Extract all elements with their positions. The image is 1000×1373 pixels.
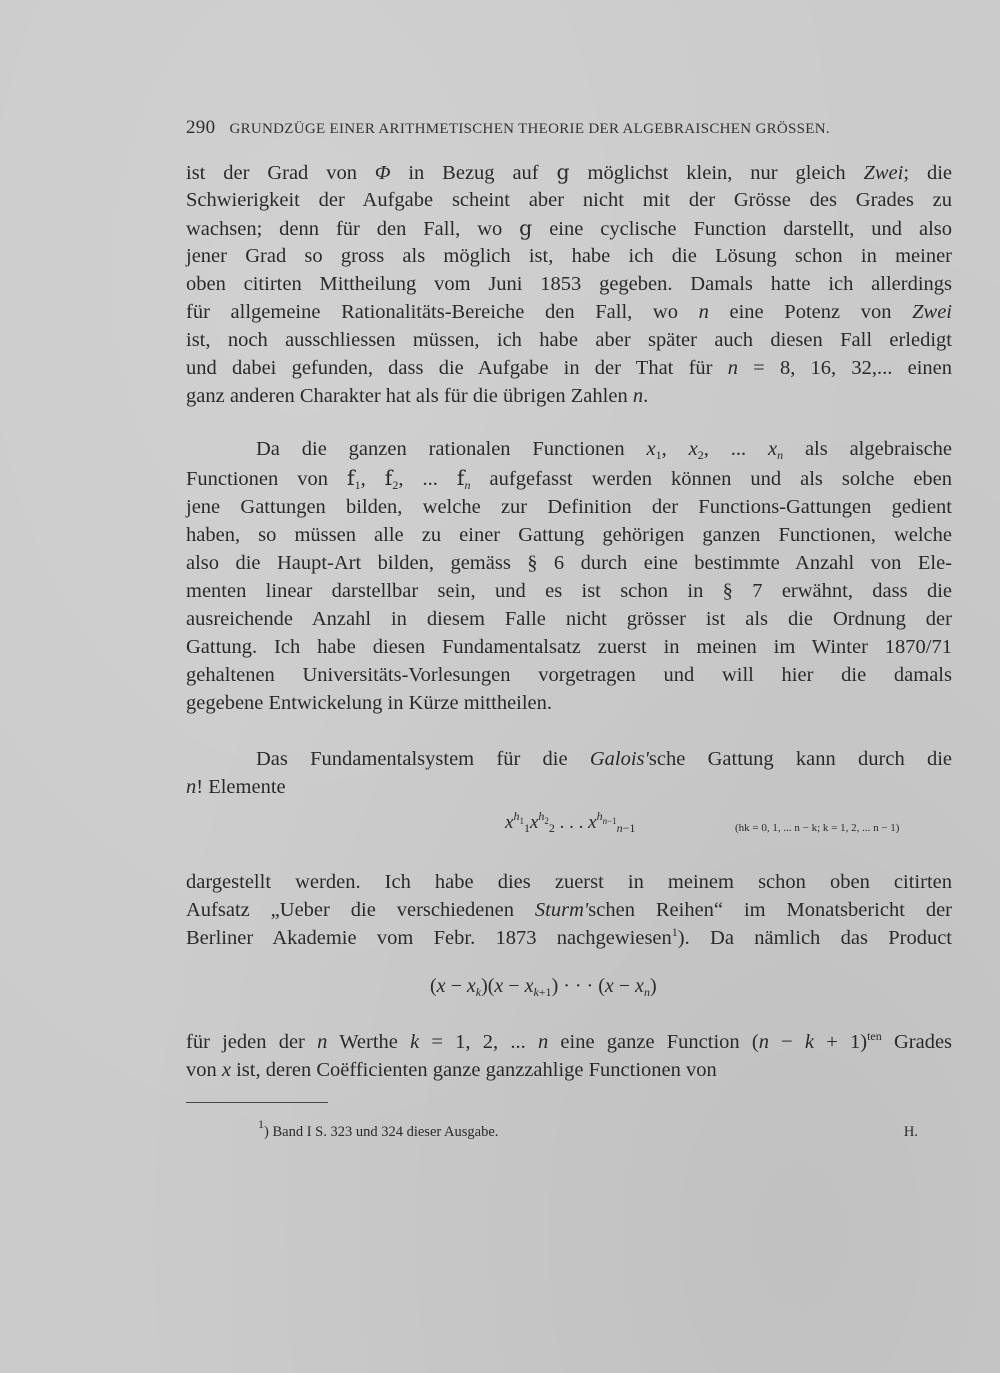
text-line: für jeden der n Werthe k = 1, 2, ... n eine ganze Function $(n - k + 1)^{ten}$ Grades [186, 1029, 953, 1053]
text-line: ausreichende Anzahl in diesem Falle nicht grösser ist als die Ordnung der [186, 608, 952, 630]
text-line: Functionen von $f_1$, $f_2$, ... $f_n$ aufgefasst werden können und als solche eben [186, 466, 953, 492]
page-number: 290 [186, 117, 216, 138]
text-line: Berliner Akademie vom Febr. 1873 nachgewiesen$^1$). Da nämlich das Product [186, 925, 953, 949]
text-line: oben citirten Mittheilung vom Juni 1853 gegeben. Damals hatte ich allerdings [186, 273, 952, 295]
text-line: gegebene Entwickelung in Kürze mittheilen. [186, 692, 553, 714]
running-title: GRUNDZÜGE EINER ARITHMETISCHEN THEORIE DER ALGEBRAISCHEN GRÖSSEN. [229, 121, 830, 137]
text-line: von x ist, deren Coëfficienten ganze ganzzahlige Functionen von [186, 1059, 717, 1081]
text-line: also die Haupt-Art bilden, gemäss § 6 durch eine bestimmte Anzahl von Ele- [186, 552, 952, 574]
text-line: n! Elemente [186, 776, 286, 798]
text-line: Da die ganzen rationalen Functionen $x_1$, $x_2$, ... $x_n$ als algebraische [256, 438, 953, 462]
text-line: ist, noch ausschliessen müssen, ich habe aber später auch diesen Fall erledigt [186, 329, 952, 351]
footnote-signature: H. [903, 1124, 918, 1140]
text-line: Aufsatz „Ueber die verschiedenen Sturm'schen Reihen“ im Monatsbericht der [186, 899, 953, 921]
text-line: Gattung. Ich habe diesen Fundamentalsatz zuerst in meinen im Winter 1870/71 [186, 636, 952, 658]
formula-elements: $x^{h_1}_1x^{h_2}_2$ . . . $x^{h_{n-1}}_{n-1}$ [505, 809, 636, 835]
text-line: gehaltenen Universitäts-Vorlesungen vorgetragen und will hier die damals [186, 664, 952, 686]
text-line: menten linear darstellbar sein, und es ist schon in § 7 erwähnt, dass die [186, 580, 952, 602]
text-line: und dabei gefunden, dass die Aufgabe in der That für n = 8, 16, 32,... einen [186, 357, 952, 379]
formula-condition: (hk = 0, 1, ... n − k; k = 1, 2, ... n − 1) [735, 822, 900, 834]
text-line: haben, so müssen alle zu einer Gattung gehörigen ganzen Functionen, welche [186, 524, 952, 546]
text-line: wachsen; denn für den Fall, wo g eine cyclische Function darstellt, und also [186, 216, 952, 240]
text-line: ganz anderen Charakter hat als für die übrigen Zahlen n. [186, 385, 649, 407]
text-line: jene Gattungen bilden, welche zur Definition der Functions-Gattungen gedient [186, 496, 952, 518]
text-line: Das Fundamentalsystem für die Galois'sche Gattung kann durch die [256, 748, 952, 770]
text-line: jener Grad so gross als möglich ist, habe ich die Lösung schon in meiner [186, 245, 952, 267]
text-line: ist der Grad von Φ in Bezug auf g möglichst klein, nur gleich Zwei; die [186, 160, 952, 184]
footnote-marker: 1 [258, 1117, 264, 1131]
text-line: dargestellt werden. Ich habe dies zuerst in meinem schon oben citirten [186, 871, 952, 893]
running-header [186, 117, 916, 139]
formula-product: $(x - x_k)(x - x_{k+1})$ · · · $(x - x_n)$ [430, 975, 657, 999]
footnote: $^1$) Band I S. 323 und 324 dieser Ausgabe. H. [258, 1117, 918, 1140]
text-line: für allgemeine Rationalitäts-Bereiche den Fall, wo n eine Potenz von Zwei [186, 301, 952, 323]
text-line: Schwierigkeit der Aufgabe scheint aber nicht mit der Grösse des Grades zu [186, 189, 952, 211]
footnote-rule [186, 1102, 328, 1103]
footnote-text: Band I S. 323 und 324 dieser Ausgabe. [272, 1124, 499, 1140]
